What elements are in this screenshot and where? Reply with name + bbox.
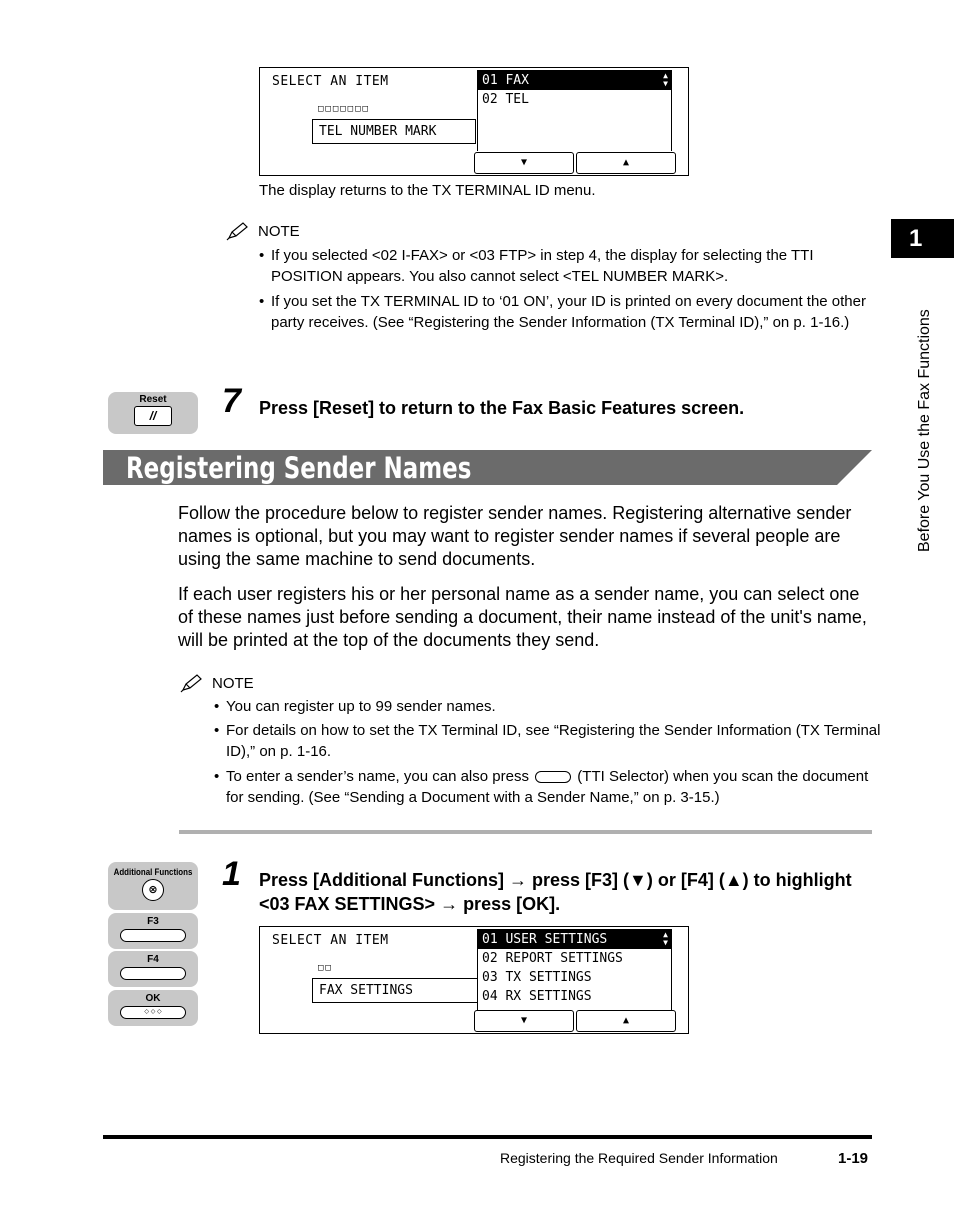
step-number: 1 <box>222 855 241 893</box>
chapter-side-label: Before You Use the Fax Functions <box>916 309 933 552</box>
list-item[interactable]: 04 RX SETTINGS <box>482 989 592 1004</box>
note-bullet: • For details on how to set the TX Terminal ID, see “Registering the Sender Information (TX Terminal ID),” on p. 1-16. <box>214 720 886 762</box>
lcd-down-button[interactable]: ▼ <box>474 1010 574 1032</box>
paragraph: If each user registers his or her personal name as a sender name, you can select one of these names just before sending a document, their name instead of the unit's name, will be printed at the top of the documents they send. <box>178 584 867 650</box>
list-item[interactable]: 01 USER SETTINGS ▲ ▼ <box>478 930 671 949</box>
lcd-display-tx-terminal <box>259 67 689 176</box>
note-bullet: • To enter a sender’s name, you can also press (TTI Selector) when you scan the document for sending. (See “Sending a Document with a Sender Name,” on p. 3-15.) <box>214 766 886 808</box>
step-number: 7 <box>222 382 241 420</box>
f3-button-icon <box>120 929 186 942</box>
additional-functions-key[interactable]: Additional Functions ⊗ <box>108 862 198 910</box>
lcd-title: SELECT AN ITEM <box>272 933 389 948</box>
note-bullet: • If you set the TX TERMINAL ID to ‘01 ON’, your ID is printed on every document the other party receives. (See “Registering the Sender Information (TX Terminal ID),” on p. 1-16.) <box>259 291 881 333</box>
lcd-item-list <box>477 70 672 151</box>
reset-key[interactable] <box>108 392 198 434</box>
lcd-caption: The display returns to the TX TERMINAL ID menu. <box>259 182 596 199</box>
note-bullet: • You can register up to 99 sender names. <box>214 696 886 717</box>
f4-key[interactable]: F4 <box>108 951 198 987</box>
section-title: Registering Sender Names <box>126 451 472 485</box>
pencil-icon <box>180 673 204 693</box>
list-item[interactable]: 02 REPORT SETTINGS <box>482 951 623 966</box>
scroll-arrows-icon: ▲ ▼ <box>663 71 668 88</box>
lcd-input-dots: □□ <box>318 963 333 973</box>
lcd-input-dots: □□□□□□□ <box>318 104 370 114</box>
footer-title: Registering the Required Sender Information <box>500 1150 778 1166</box>
scroll-arrows-icon: ▲ ▼ <box>663 930 668 947</box>
lcd-item-list <box>477 929 672 1010</box>
tti-selector-icon <box>535 771 571 783</box>
f3-key[interactable]: F3 <box>108 913 198 949</box>
lcd-up-button[interactable]: ▲ <box>576 152 676 174</box>
note-heading: NOTE <box>180 673 254 693</box>
step-instruction: Press [Additional Functions] → press [F3] (▼) or [F4] (▲) to highlight <03 FAX SETTINGS> → press [OK]. <box>259 870 852 914</box>
pencil-icon <box>226 221 250 241</box>
page-number: 1-19 <box>838 1150 869 1167</box>
list-item[interactable]: 02 TEL <box>482 92 529 107</box>
paragraph: Follow the procedure below to register sender names. Registering alternative sender names is optional, but you may want to register sender names if several people are using the same machine to send documents. <box>178 503 852 569</box>
note-heading: NOTE <box>226 221 300 241</box>
chapter-tab: 1 <box>891 219 954 258</box>
lcd-display-additional-functions <box>259 926 689 1034</box>
lcd-up-button[interactable]: ▲ <box>576 1010 676 1032</box>
lcd-down-button[interactable]: ▼ <box>474 152 574 174</box>
lcd-name-box: FAX SETTINGS <box>312 978 478 1003</box>
ok-button-icon: ◇ ◇ ◇ <box>120 1006 186 1019</box>
additional-functions-icon: ⊗ <box>142 879 164 901</box>
ok-key[interactable]: OK ◇ ◇ ◇ <box>108 990 198 1026</box>
reset-key-label: Reset <box>139 394 167 405</box>
footer-rule <box>103 1135 872 1139</box>
reset-icon: // <box>134 406 172 426</box>
list-item[interactable]: 03 TX SETTINGS <box>482 970 592 985</box>
step-instruction: Press [Reset] to return to the Fax Basic Features screen. <box>259 398 745 418</box>
f4-button-icon <box>120 967 186 980</box>
lcd-title: SELECT AN ITEM <box>272 74 389 89</box>
divider <box>179 830 872 834</box>
lcd-name-box: TEL NUMBER MARK <box>312 119 476 144</box>
note-bullet: • If you selected <02 I-FAX> or <03 FTP> in step 4, the display for selecting the TTI POSITION appears. You also cannot select <TEL NUMBER MARK>. <box>259 245 881 287</box>
list-item[interactable]: 01 FAX ▲ ▼ <box>478 71 671 90</box>
